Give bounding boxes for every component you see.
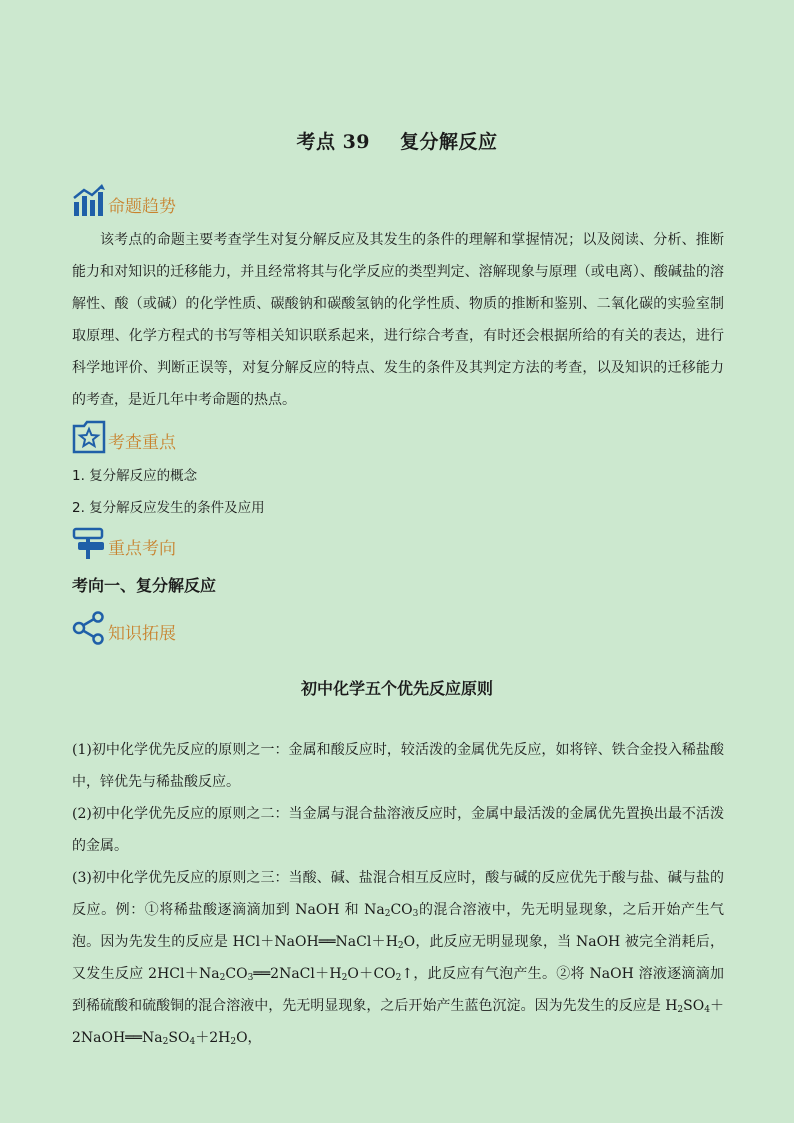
star-folder-icon [72,420,106,454]
chart-trend-icon [72,184,106,218]
section-focus-label: 考查重点 [108,433,176,453]
share-nodes-icon [72,611,106,645]
signpost-icon [72,526,106,560]
section-trend-heading [72,178,176,218]
page-title [0,127,794,154]
section-knowledge-label: 知识拓展 [108,624,176,644]
trend-paragraph: 该考点的命题主要考查学生对复分解反应及其发生的条件的理解和掌握情况；以及阅读、分析、推断能力和对知识的迁移能力，并且经常将其与化学反应的类型判定、溶解现象与原理（或电离）、酸碱盐的溶解性、酸（或碱）的化学性质、碳酸钠和碳酸氢钠的化学性质、物质的推断和鉴别、二氧化碳的实验室制取原理、化学方程式的书写等相关知识联系起来，进行综合考查，有时还会根据所给的有关的表达，进行科学地评价、判断正误等，对复分解反应的特点、发生的条件及其判定方法的考查，以及知识的迁移能力的考查，是近几年中考命题的热点。 [72,232,724,408]
section-focus-heading [72,414,176,454]
focus-item-1: 1. 复分解反应的概念 [72,468,198,484]
title-topic-number: 考点 39 [296,131,371,153]
knowledge-title: 初中化学五个优先反应原则 [300,679,493,698]
title-topic-name: 复分解反应 [400,131,498,153]
section-trend-label: 命题趋势 [108,197,176,217]
subheading-direction-one: 考向一、复分解反应 [72,576,217,595]
rule-3: (3)初中化学优先反应的原则之三：当酸、碱、盐混合相互反应时，酸与碱的反应优先于酸与盐、碱与盐的反应。例：①将稀盐酸逐滴滴加到 NaOH 和 $Na_2CO_3$的混合溶液中，先无明显现象，之后开始产生气泡。因为先发生的反应是 $HCl+NaOH══NaCl+H_2O$，此反应无明显现象，当 NaOH 被完全消耗后，又发生反应 $2HCl+Na_2CO_3══2NaCl+H_2O+CO_2↑$，此反应有气泡产生。②将 NaOH 溶液逐滴滴加到稀硫酸和硫酸铜的混合溶液中，先无明显现象，之后开始产生蓝色沉淀。因为先发生的反应是 $H_2SO_4+2NaOH══Na_2SO_4+2H_2O$， [72,870,725,1047]
focus-item-2: 2. 复分解反应发生的条件及应用 [72,500,265,516]
section-direction-label: 重点考向 [108,539,176,559]
rule-1: (1)初中化学优先反应的原则之一：金属和酸反应时，较活泼的金属优先反应，如将锌、铁合金投入稀盐酸中，锌优先与稀盐酸反应。 [72,742,724,790]
section-knowledge-heading [72,605,176,645]
section-direction-heading [72,520,176,560]
rule-2: (2)初中化学优先反应的原则之二：当金属与混合盐溶液反应时，金属中最活泼的金属优先置换出最不活泼的金属。 [72,806,724,854]
